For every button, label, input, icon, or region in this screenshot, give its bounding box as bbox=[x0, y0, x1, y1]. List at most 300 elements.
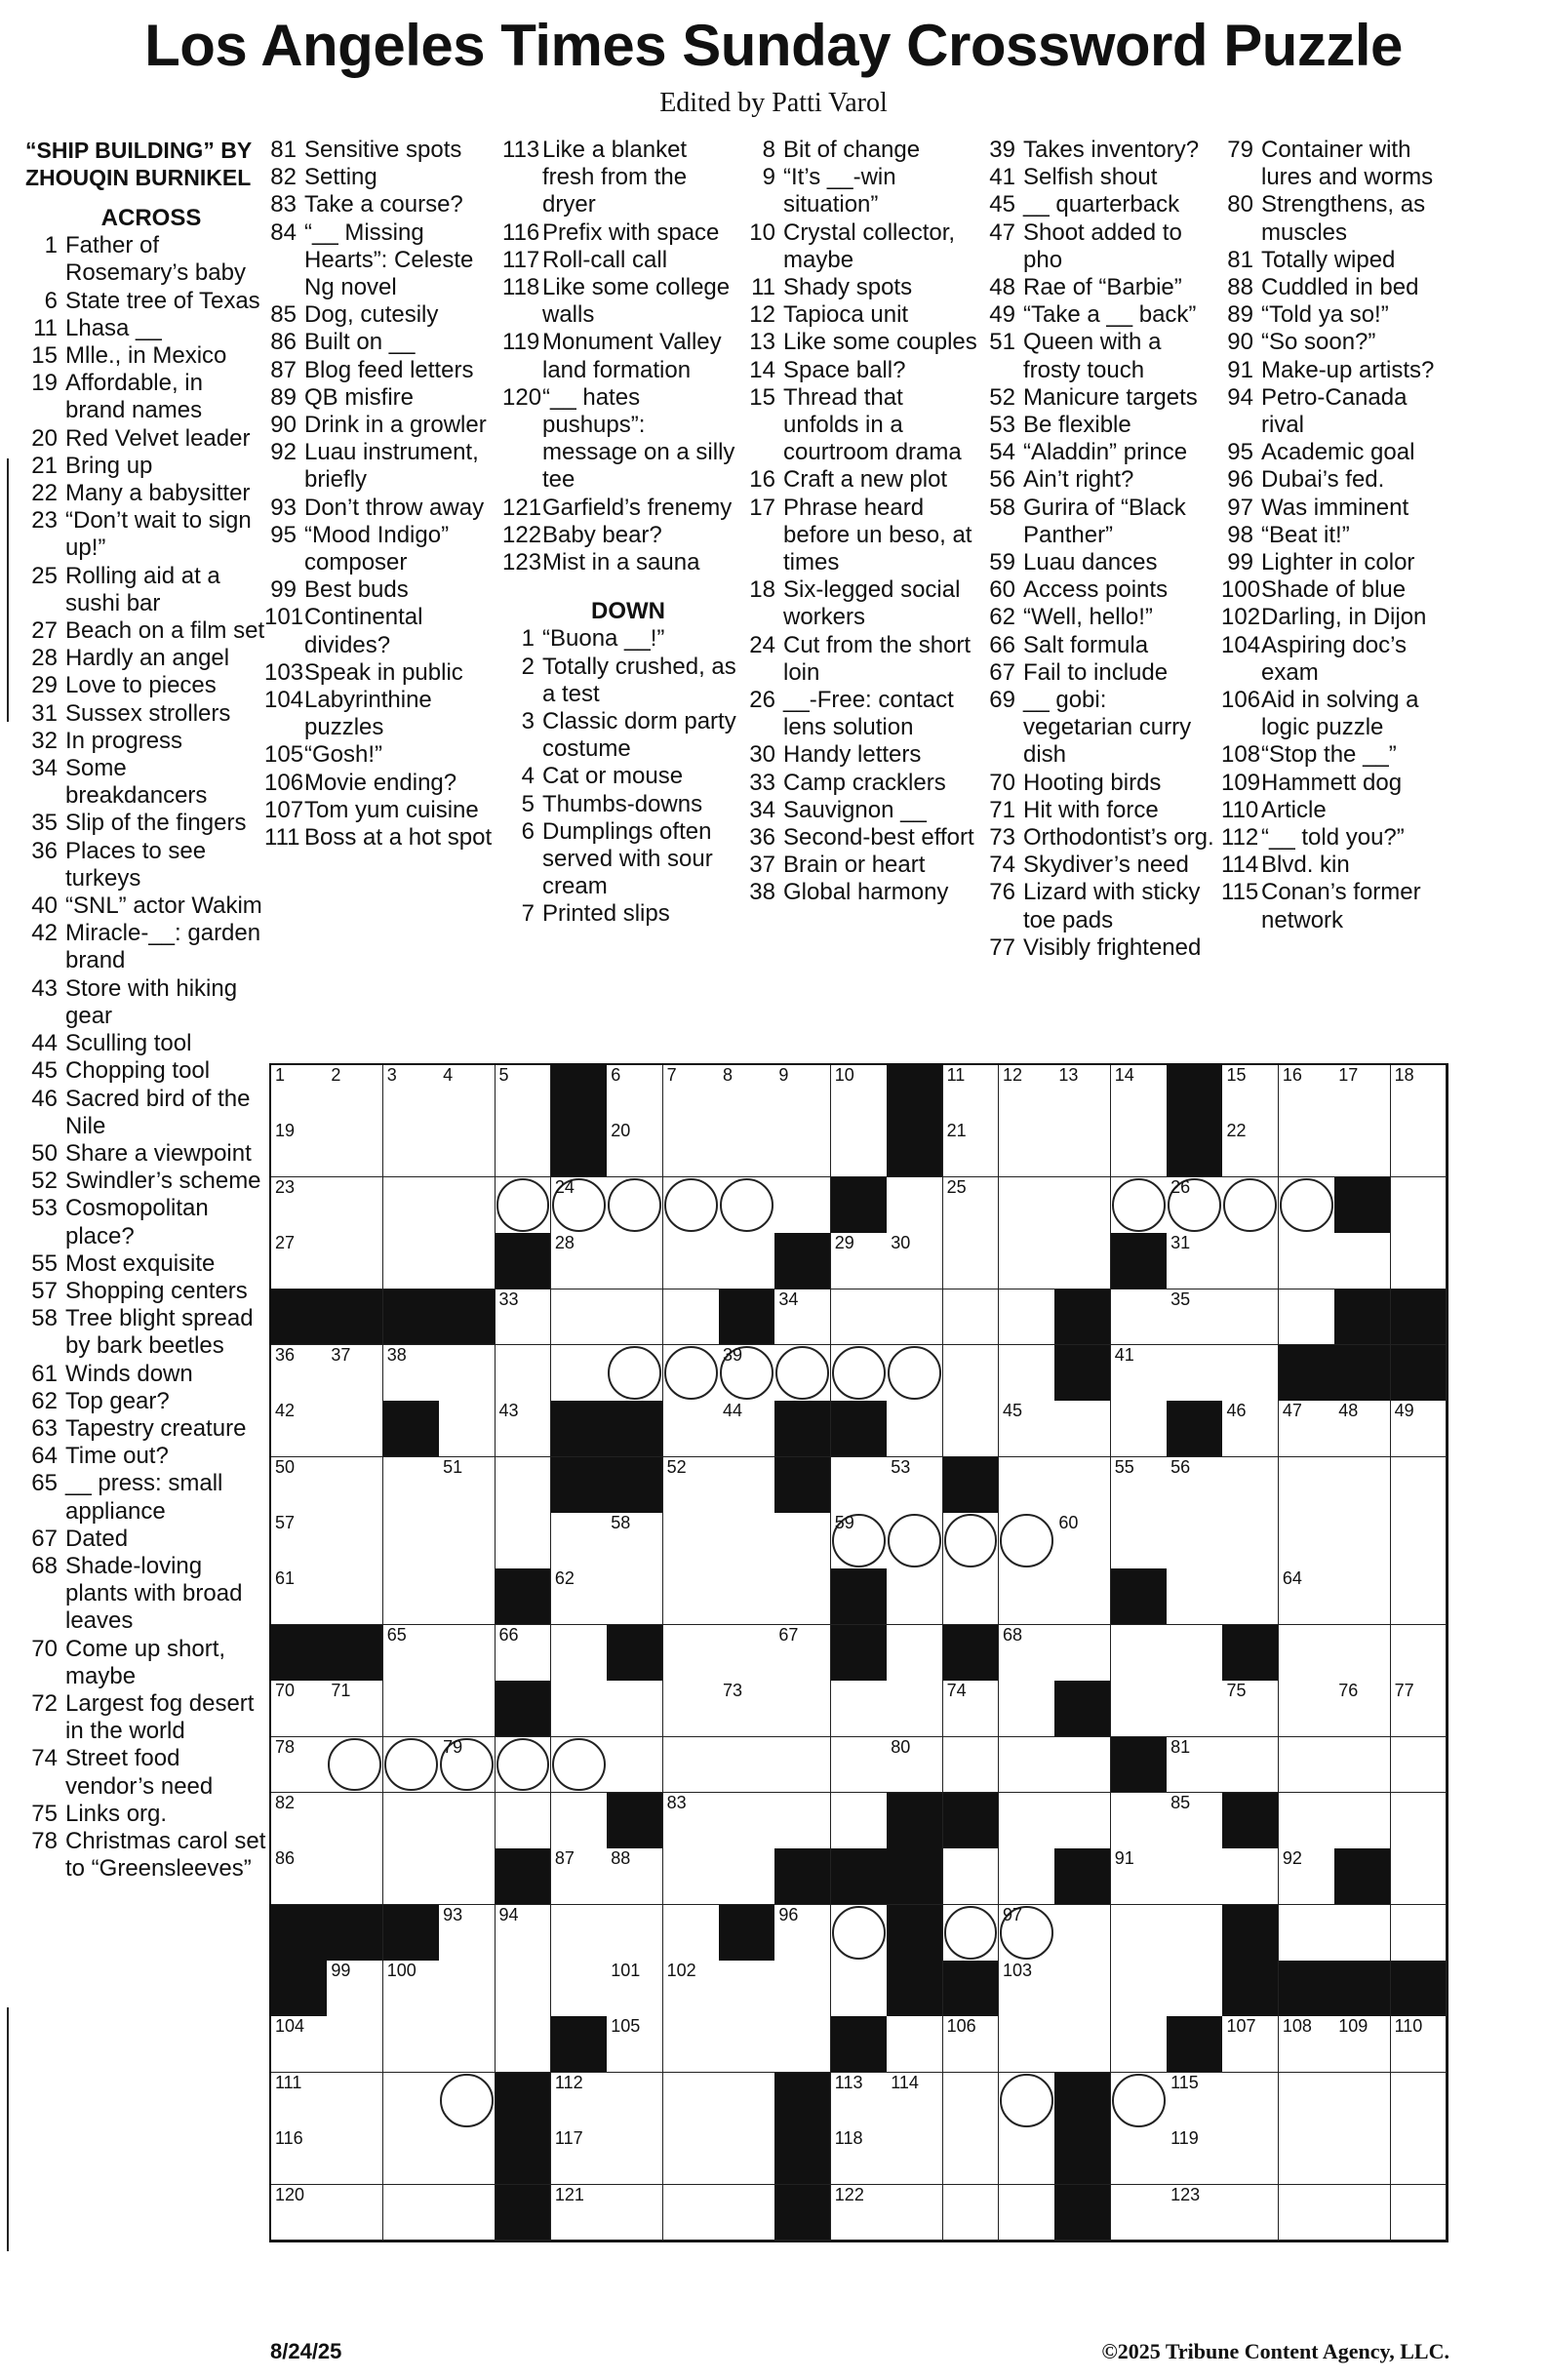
grid-cell[interactable] bbox=[551, 2185, 608, 2241]
grid-cell[interactable] bbox=[663, 1961, 720, 2017]
grid-cell[interactable] bbox=[383, 1568, 440, 1625]
grid-cell[interactable] bbox=[496, 1345, 552, 1402]
grid-cell[interactable] bbox=[831, 1737, 888, 1794]
grid-cell[interactable] bbox=[887, 2016, 943, 2073]
grid-cell[interactable] bbox=[1334, 1513, 1391, 1569]
grid-cell[interactable] bbox=[1391, 1513, 1448, 1569]
grid-cell[interactable] bbox=[1222, 2185, 1279, 2241]
grid-cell[interactable] bbox=[551, 1513, 608, 1569]
grid-cell[interactable] bbox=[439, 1121, 496, 1177]
grid-cell[interactable] bbox=[1391, 1905, 1448, 1962]
grid-cell[interactable] bbox=[1222, 1681, 1279, 1737]
grid-cell[interactable] bbox=[999, 1289, 1055, 1346]
grid-cell[interactable] bbox=[327, 1513, 383, 1569]
grid-cell[interactable] bbox=[607, 1121, 663, 1177]
grid-cell[interactable] bbox=[831, 1513, 888, 1569]
grid-cell[interactable] bbox=[663, 2016, 720, 2073]
grid-cell[interactable] bbox=[1391, 1401, 1448, 1457]
grid-cell[interactable] bbox=[327, 1737, 383, 1794]
grid-cell[interactable] bbox=[943, 1737, 1000, 1794]
grid-cell[interactable] bbox=[607, 1233, 663, 1289]
grid-cell[interactable] bbox=[551, 1177, 608, 1234]
grid-cell[interactable] bbox=[1334, 1568, 1391, 1625]
grid-cell[interactable] bbox=[1279, 1177, 1335, 1234]
grid-cell[interactable] bbox=[719, 2128, 775, 2185]
grid-cell[interactable] bbox=[663, 2128, 720, 2185]
grid-cell[interactable] bbox=[1334, 2128, 1391, 2185]
grid-cell[interactable] bbox=[999, 1793, 1055, 1849]
grid-cell[interactable] bbox=[1334, 1233, 1391, 1289]
grid-cell[interactable] bbox=[383, 1848, 440, 1905]
grid-cell[interactable] bbox=[1167, 1681, 1223, 1737]
grid-cell[interactable] bbox=[271, 1457, 328, 1514]
grid-cell[interactable] bbox=[1334, 2016, 1391, 2073]
grid-cell[interactable] bbox=[1054, 1233, 1111, 1289]
grid-cell[interactable] bbox=[1391, 1121, 1448, 1177]
grid-cell[interactable] bbox=[327, 1177, 383, 1234]
grid-cell[interactable] bbox=[943, 2128, 1000, 2185]
grid-cell[interactable] bbox=[1167, 1233, 1223, 1289]
grid-cell[interactable] bbox=[551, 1848, 608, 1905]
grid-cell[interactable] bbox=[999, 1848, 1055, 1905]
grid-cell[interactable] bbox=[327, 1681, 383, 1737]
grid-cell[interactable] bbox=[551, 1233, 608, 1289]
grid-cell[interactable] bbox=[943, 1345, 1000, 1402]
grid-cell[interactable] bbox=[551, 1681, 608, 1737]
grid-cell[interactable] bbox=[383, 1065, 440, 1122]
grid-cell[interactable] bbox=[1111, 1457, 1168, 1514]
grid-cell[interactable] bbox=[663, 1401, 720, 1457]
grid-cell[interactable] bbox=[439, 1177, 496, 1234]
grid-cell[interactable] bbox=[271, 1513, 328, 1569]
grid-cell[interactable] bbox=[496, 1513, 552, 1569]
grid-cell[interactable] bbox=[1111, 1961, 1168, 2017]
grid-cell[interactable] bbox=[1279, 1065, 1335, 1122]
grid-cell[interactable] bbox=[607, 1289, 663, 1346]
grid-cell[interactable] bbox=[1054, 1121, 1111, 1177]
grid-cell[interactable] bbox=[1279, 1793, 1335, 1849]
grid-cell[interactable] bbox=[663, 1513, 720, 1569]
grid-cell[interactable] bbox=[607, 2185, 663, 2241]
grid-cell[interactable] bbox=[1279, 1568, 1335, 1625]
grid-cell[interactable] bbox=[887, 1233, 943, 1289]
grid-cell[interactable] bbox=[1167, 1793, 1223, 1849]
grid-cell[interactable] bbox=[1391, 1177, 1448, 1234]
grid-cell[interactable] bbox=[551, 1737, 608, 1794]
grid-cell[interactable] bbox=[1167, 1568, 1223, 1625]
grid-cell[interactable] bbox=[1334, 1905, 1391, 1962]
grid-cell[interactable] bbox=[719, 1625, 775, 1682]
grid-cell[interactable] bbox=[1391, 2073, 1448, 2129]
grid-cell[interactable] bbox=[1279, 2016, 1335, 2073]
grid-cell[interactable] bbox=[607, 1848, 663, 1905]
grid-cell[interactable] bbox=[663, 1568, 720, 1625]
grid-cell[interactable] bbox=[271, 1177, 328, 1234]
grid-cell[interactable] bbox=[551, 1793, 608, 1849]
grid-cell[interactable] bbox=[999, 1177, 1055, 1234]
grid-cell[interactable] bbox=[439, 1513, 496, 1569]
grid-cell[interactable] bbox=[327, 1065, 383, 1122]
grid-cell[interactable] bbox=[663, 1233, 720, 1289]
grid-cell[interactable] bbox=[663, 1121, 720, 1177]
grid-cell[interactable] bbox=[999, 1905, 1055, 1962]
grid-cell[interactable] bbox=[496, 1737, 552, 1794]
grid-cell[interactable] bbox=[1279, 1848, 1335, 1905]
grid-cell[interactable] bbox=[439, 1233, 496, 1289]
grid-cell[interactable] bbox=[1279, 1681, 1335, 1737]
grid-cell[interactable] bbox=[1054, 1737, 1111, 1794]
grid-cell[interactable] bbox=[831, 1121, 888, 1177]
grid-cell[interactable] bbox=[774, 1177, 831, 1234]
grid-cell[interactable] bbox=[1279, 2185, 1335, 2241]
grid-cell[interactable] bbox=[496, 1289, 552, 1346]
grid-cell[interactable] bbox=[663, 1065, 720, 1122]
grid-cell[interactable] bbox=[496, 2016, 552, 2073]
grid-cell[interactable] bbox=[327, 2128, 383, 2185]
grid-cell[interactable] bbox=[887, 1513, 943, 1569]
grid-cell[interactable] bbox=[383, 2185, 440, 2241]
grid-cell[interactable] bbox=[1279, 1121, 1335, 1177]
grid-cell[interactable] bbox=[327, 1848, 383, 1905]
grid-cell[interactable] bbox=[1111, 1625, 1168, 1682]
grid-cell[interactable] bbox=[719, 1737, 775, 1794]
grid-cell[interactable] bbox=[1111, 1121, 1168, 1177]
grid-cell[interactable] bbox=[999, 2185, 1055, 2241]
grid-cell[interactable] bbox=[1054, 1457, 1111, 1514]
grid-cell[interactable] bbox=[607, 1513, 663, 1569]
grid-cell[interactable] bbox=[271, 1345, 328, 1402]
grid-cell[interactable] bbox=[607, 2073, 663, 2129]
grid-cell[interactable] bbox=[1222, 1457, 1279, 1514]
grid-cell[interactable] bbox=[271, 1065, 328, 1122]
grid-cell[interactable] bbox=[1167, 1289, 1223, 1346]
grid-cell[interactable] bbox=[383, 1513, 440, 1569]
grid-cell[interactable] bbox=[496, 1793, 552, 1849]
grid-cell[interactable] bbox=[271, 1681, 328, 1737]
grid-cell[interactable] bbox=[1054, 1568, 1111, 1625]
grid-cell[interactable] bbox=[1111, 1513, 1168, 1569]
grid-cell[interactable] bbox=[663, 1905, 720, 1962]
grid-cell[interactable] bbox=[1167, 1457, 1223, 1514]
grid-cell[interactable] bbox=[327, 2073, 383, 2129]
grid-cell[interactable] bbox=[1054, 1065, 1111, 1122]
grid-cell[interactable] bbox=[551, 1905, 608, 1962]
grid-cell[interactable] bbox=[1334, 1457, 1391, 1514]
grid-cell[interactable] bbox=[663, 1457, 720, 1514]
grid-cell[interactable] bbox=[999, 1737, 1055, 1794]
grid-cell[interactable] bbox=[1222, 1177, 1279, 1234]
grid-cell[interactable] bbox=[1054, 2016, 1111, 2073]
grid-cell[interactable] bbox=[327, 1568, 383, 1625]
grid-cell[interactable] bbox=[719, 1961, 775, 2017]
grid-cell[interactable] bbox=[1391, 1065, 1448, 1122]
grid-cell[interactable] bbox=[719, 2016, 775, 2073]
grid-cell[interactable] bbox=[1222, 2016, 1279, 2073]
grid-cell[interactable] bbox=[663, 1345, 720, 1402]
grid-cell[interactable] bbox=[719, 1065, 775, 1122]
grid-cell[interactable] bbox=[943, 1233, 1000, 1289]
grid-cell[interactable] bbox=[383, 1625, 440, 1682]
grid-cell[interactable] bbox=[1334, 1793, 1391, 1849]
grid-cell[interactable] bbox=[1391, 1233, 1448, 1289]
grid-cell[interactable] bbox=[943, 2185, 1000, 2241]
grid-cell[interactable] bbox=[943, 2073, 1000, 2129]
grid-cell[interactable] bbox=[551, 1289, 608, 1346]
grid-cell[interactable] bbox=[383, 1737, 440, 1794]
grid-cell[interactable] bbox=[439, 2073, 496, 2129]
grid-cell[interactable] bbox=[327, 2016, 383, 2073]
grid-cell[interactable] bbox=[663, 1177, 720, 1234]
grid-cell[interactable] bbox=[327, 1121, 383, 1177]
grid-cell[interactable] bbox=[496, 1177, 552, 1234]
grid-cell[interactable] bbox=[439, 1345, 496, 1402]
grid-cell[interactable] bbox=[271, 2185, 328, 2241]
grid-cell[interactable] bbox=[496, 1961, 552, 2017]
grid-cell[interactable] bbox=[887, 2128, 943, 2185]
grid-cell[interactable] bbox=[719, 1233, 775, 1289]
grid-cell[interactable] bbox=[607, 1177, 663, 1234]
grid-cell[interactable] bbox=[774, 1905, 831, 1962]
grid-cell[interactable] bbox=[271, 1121, 328, 1177]
grid-cell[interactable] bbox=[327, 1233, 383, 1289]
grid-cell[interactable] bbox=[439, 1961, 496, 2017]
grid-cell[interactable] bbox=[719, 1848, 775, 1905]
grid-cell[interactable] bbox=[1334, 1681, 1391, 1737]
grid-cell[interactable] bbox=[1334, 1401, 1391, 1457]
grid-cell[interactable] bbox=[551, 1961, 608, 2017]
grid-cell[interactable] bbox=[439, 2128, 496, 2185]
grid-cell[interactable] bbox=[271, 1793, 328, 1849]
grid-cell[interactable] bbox=[1391, 1457, 1448, 1514]
grid-cell[interactable] bbox=[1054, 1625, 1111, 1682]
grid-cell[interactable] bbox=[271, 1401, 328, 1457]
grid-cell[interactable] bbox=[1279, 2073, 1335, 2129]
grid-cell[interactable] bbox=[774, 1737, 831, 1794]
grid-cell[interactable] bbox=[439, 1848, 496, 1905]
grid-cell[interactable] bbox=[1222, 1345, 1279, 1402]
grid-cell[interactable] bbox=[1279, 1401, 1335, 1457]
grid-cell[interactable] bbox=[831, 1961, 888, 2017]
grid-cell[interactable] bbox=[1279, 1513, 1335, 1569]
grid-cell[interactable] bbox=[887, 1345, 943, 1402]
grid-cell[interactable] bbox=[1222, 1401, 1279, 1457]
grid-cell[interactable] bbox=[887, 1289, 943, 1346]
grid-cell[interactable] bbox=[719, 1401, 775, 1457]
grid-cell[interactable] bbox=[271, 2073, 328, 2129]
grid-cell[interactable] bbox=[663, 2073, 720, 2129]
grid-cell[interactable] bbox=[999, 1513, 1055, 1569]
grid-cell[interactable] bbox=[831, 1793, 888, 1849]
grid-cell[interactable] bbox=[1391, 1848, 1448, 1905]
grid-cell[interactable] bbox=[719, 2073, 775, 2129]
grid-cell[interactable] bbox=[1111, 1289, 1168, 1346]
grid-cell[interactable] bbox=[1391, 1568, 1448, 1625]
grid-cell[interactable] bbox=[1167, 1625, 1223, 1682]
grid-cell[interactable] bbox=[999, 1457, 1055, 1514]
grid-cell[interactable] bbox=[831, 2185, 888, 2241]
grid-cell[interactable] bbox=[943, 2016, 1000, 2073]
grid-cell[interactable] bbox=[383, 1457, 440, 1514]
grid-cell[interactable] bbox=[831, 1681, 888, 1737]
grid-cell[interactable] bbox=[1054, 1401, 1111, 1457]
grid-cell[interactable] bbox=[327, 2185, 383, 2241]
grid-cell[interactable] bbox=[663, 1793, 720, 1849]
grid-cell[interactable] bbox=[1334, 2185, 1391, 2241]
grid-cell[interactable] bbox=[1279, 2128, 1335, 2185]
grid-cell[interactable] bbox=[943, 1177, 1000, 1234]
grid-cell[interactable] bbox=[496, 1065, 552, 1122]
grid-cell[interactable] bbox=[943, 1121, 1000, 1177]
grid-cell[interactable] bbox=[1111, 1681, 1168, 1737]
grid-cell[interactable] bbox=[551, 1625, 608, 1682]
grid-cell[interactable] bbox=[551, 1568, 608, 1625]
grid-cell[interactable] bbox=[774, 1513, 831, 1569]
grid-cell[interactable] bbox=[271, 1737, 328, 1794]
grid-cell[interactable] bbox=[831, 2073, 888, 2129]
grid-cell[interactable] bbox=[887, 1625, 943, 1682]
grid-cell[interactable] bbox=[999, 2016, 1055, 2073]
grid-cell[interactable] bbox=[1222, 2073, 1279, 2129]
grid-cell[interactable] bbox=[1279, 1737, 1335, 1794]
grid-cell[interactable] bbox=[551, 2128, 608, 2185]
grid-cell[interactable] bbox=[719, 1513, 775, 1569]
grid-cell[interactable] bbox=[327, 1793, 383, 1849]
grid-cell[interactable] bbox=[1222, 1121, 1279, 1177]
grid-cell[interactable] bbox=[439, 1681, 496, 1737]
grid-cell[interactable] bbox=[607, 1681, 663, 1737]
grid-cell[interactable] bbox=[999, 1568, 1055, 1625]
grid-cell[interactable] bbox=[1222, 1737, 1279, 1794]
grid-cell[interactable] bbox=[607, 2128, 663, 2185]
grid-cell[interactable] bbox=[999, 1961, 1055, 2017]
grid-cell[interactable] bbox=[943, 1848, 1000, 1905]
grid-cell[interactable] bbox=[774, 1121, 831, 1177]
grid-cell[interactable] bbox=[1222, 1233, 1279, 1289]
grid-cell[interactable] bbox=[887, 1681, 943, 1737]
grid-cell[interactable] bbox=[439, 1457, 496, 1514]
grid-cell[interactable] bbox=[1111, 2016, 1168, 2073]
grid-cell[interactable] bbox=[439, 1905, 496, 1962]
grid-cell[interactable] bbox=[663, 1625, 720, 1682]
grid-cell[interactable] bbox=[663, 1848, 720, 1905]
grid-cell[interactable] bbox=[719, 1345, 775, 1402]
grid-cell[interactable] bbox=[1222, 1848, 1279, 1905]
grid-cell[interactable] bbox=[327, 1961, 383, 2017]
grid-cell[interactable] bbox=[774, 1289, 831, 1346]
grid-cell[interactable] bbox=[1111, 1177, 1168, 1234]
grid-cell[interactable] bbox=[271, 2128, 328, 2185]
grid-cell[interactable] bbox=[327, 1401, 383, 1457]
grid-cell[interactable] bbox=[1167, 1737, 1223, 1794]
grid-cell[interactable] bbox=[271, 1848, 328, 1905]
grid-cell[interactable] bbox=[551, 1345, 608, 1402]
grid-cell[interactable] bbox=[1391, 2016, 1448, 2073]
grid-cell[interactable] bbox=[774, 1793, 831, 1849]
grid-cell[interactable] bbox=[774, 1625, 831, 1682]
grid-cell[interactable] bbox=[1222, 2128, 1279, 2185]
grid-cell[interactable] bbox=[1111, 1905, 1168, 1962]
grid-cell[interactable] bbox=[607, 1961, 663, 2017]
grid-cell[interactable] bbox=[1167, 1513, 1223, 1569]
grid-cell[interactable] bbox=[1334, 1625, 1391, 1682]
grid-cell[interactable] bbox=[1279, 1457, 1335, 1514]
grid-cell[interactable] bbox=[1222, 1289, 1279, 1346]
grid-cell[interactable] bbox=[887, 1568, 943, 1625]
grid-cell[interactable] bbox=[1054, 1961, 1111, 2017]
grid-cell[interactable] bbox=[496, 1121, 552, 1177]
grid-cell[interactable] bbox=[831, 1345, 888, 1402]
grid-cell[interactable] bbox=[327, 1345, 383, 1402]
grid-cell[interactable] bbox=[607, 1345, 663, 1402]
grid-cell[interactable] bbox=[719, 1681, 775, 1737]
grid-cell[interactable] bbox=[999, 1121, 1055, 1177]
grid-cell[interactable] bbox=[943, 1065, 1000, 1122]
grid-cell[interactable] bbox=[383, 1121, 440, 1177]
grid-cell[interactable] bbox=[1054, 1905, 1111, 1962]
grid-cell[interactable] bbox=[831, 2128, 888, 2185]
grid-cell[interactable] bbox=[943, 1401, 1000, 1457]
grid-cell[interactable] bbox=[663, 1289, 720, 1346]
grid-cell[interactable] bbox=[943, 1513, 1000, 1569]
grid-cell[interactable] bbox=[1111, 1848, 1168, 1905]
grid-cell[interactable] bbox=[607, 1737, 663, 1794]
grid-cell[interactable] bbox=[831, 1457, 888, 1514]
grid-cell[interactable] bbox=[719, 1177, 775, 1234]
grid-cell[interactable] bbox=[1054, 1513, 1111, 1569]
grid-cell[interactable] bbox=[496, 1457, 552, 1514]
grid-cell[interactable] bbox=[999, 1345, 1055, 1402]
grid-cell[interactable] bbox=[439, 2016, 496, 2073]
grid-cell[interactable] bbox=[271, 1568, 328, 1625]
grid-cell[interactable] bbox=[1391, 1737, 1448, 1794]
grid-cell[interactable] bbox=[439, 1737, 496, 1794]
grid-cell[interactable] bbox=[1167, 2185, 1223, 2241]
grid-cell[interactable] bbox=[1111, 2185, 1168, 2241]
grid-cell[interactable] bbox=[1167, 1905, 1223, 1962]
grid-cell[interactable] bbox=[1391, 1625, 1448, 1682]
grid-cell[interactable] bbox=[439, 1065, 496, 1122]
grid-cell[interactable] bbox=[1334, 1121, 1391, 1177]
grid-cell[interactable] bbox=[1334, 1737, 1391, 1794]
grid-cell[interactable] bbox=[831, 1065, 888, 1122]
grid-cell[interactable] bbox=[719, 1457, 775, 1514]
grid-cell[interactable] bbox=[1391, 1793, 1448, 1849]
grid-cell[interactable] bbox=[999, 1401, 1055, 1457]
grid-cell[interactable] bbox=[1279, 1905, 1335, 1962]
grid-cell[interactable] bbox=[999, 1065, 1055, 1122]
grid-cell[interactable] bbox=[496, 1905, 552, 1962]
grid-cell[interactable] bbox=[999, 1681, 1055, 1737]
grid-cell[interactable] bbox=[1167, 2128, 1223, 2185]
grid-cell[interactable] bbox=[887, 1177, 943, 1234]
grid-cell[interactable] bbox=[439, 1625, 496, 1682]
grid-cell[interactable] bbox=[943, 1568, 1000, 1625]
grid-cell[interactable] bbox=[887, 2073, 943, 2129]
grid-cell[interactable] bbox=[1391, 2128, 1448, 2185]
grid-cell[interactable] bbox=[1167, 1177, 1223, 1234]
grid-cell[interactable] bbox=[831, 1905, 888, 1962]
grid-cell[interactable] bbox=[1279, 1625, 1335, 1682]
grid-cell[interactable] bbox=[719, 2185, 775, 2241]
grid-cell[interactable] bbox=[1054, 1793, 1111, 1849]
grid-cell[interactable] bbox=[1111, 1793, 1168, 1849]
grid-cell[interactable] bbox=[774, 1065, 831, 1122]
grid-cell[interactable] bbox=[607, 1568, 663, 1625]
grid-cell[interactable] bbox=[1167, 1848, 1223, 1905]
grid-cell[interactable] bbox=[1111, 1401, 1168, 1457]
grid-cell[interactable] bbox=[943, 1289, 1000, 1346]
grid-cell[interactable] bbox=[663, 2185, 720, 2241]
